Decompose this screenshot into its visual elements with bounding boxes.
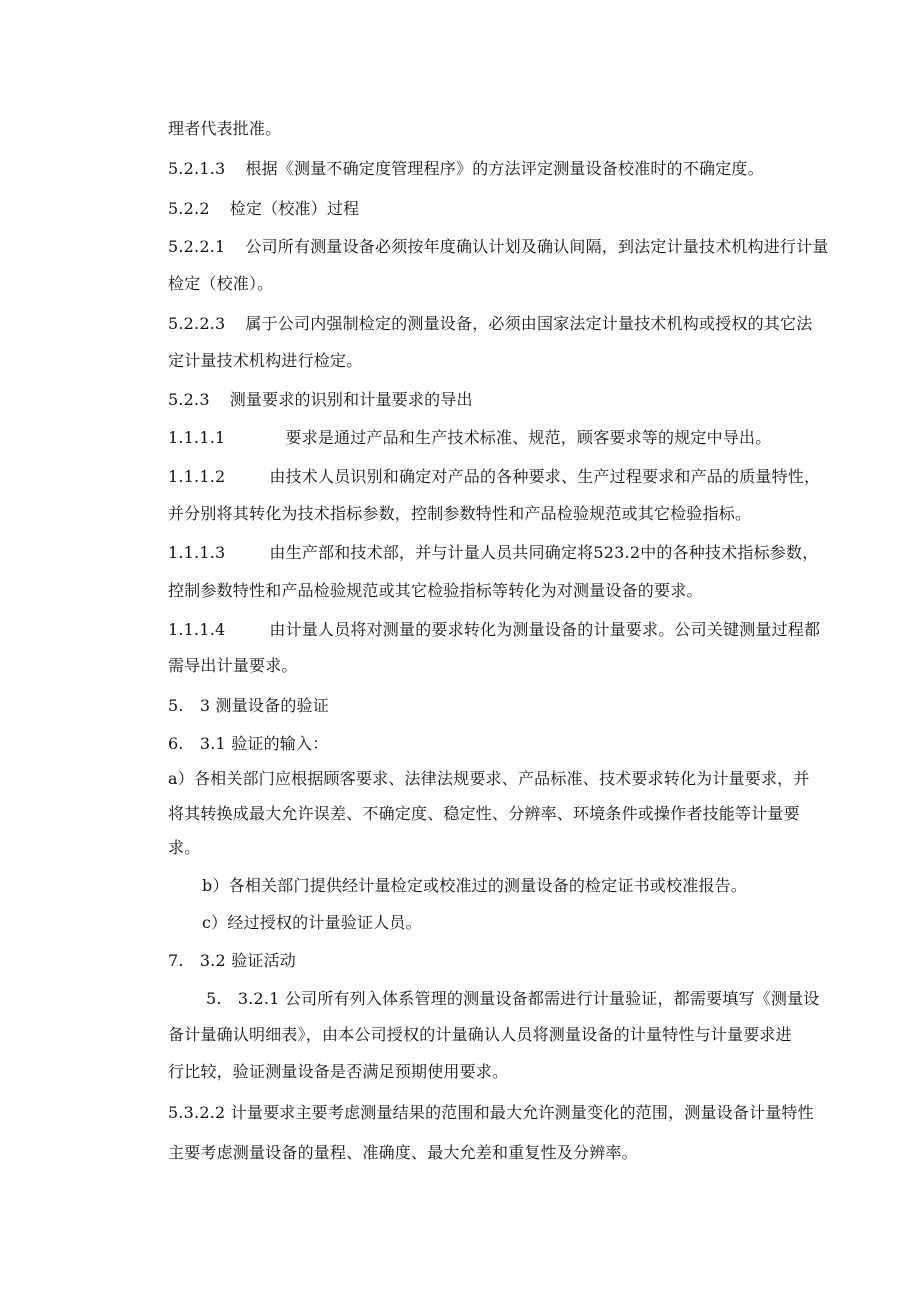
clause-5-2-2-3 — [168, 313, 848, 335]
clause-text: 由计量人员将对测量的要求转化为测量设备的计量要求。公司关键测量过程都 — [269, 620, 821, 639]
clause-text: 要求是通过产品和生产技术标准、规范，顾客要求等的规定中导出。 — [285, 428, 772, 447]
clause-text: 根据《测量不确定度管理程序》的方法评定测量设备校准时的不确定度。 — [245, 159, 764, 178]
clause-1-1-1-4 — [168, 619, 848, 641]
clause-5-2-2-1 — [168, 236, 848, 258]
clause-text: 由技术人员识别和确定对产品的各种要求、生产过程要求和产品的质量特性， — [269, 467, 821, 486]
paragraph-line: 主要考虑测量设备的量程、准确度、最大允差和重复性及分辨率。 — [168, 1143, 638, 1162]
clause-1-1-1-1 — [168, 427, 848, 449]
clause-text: 属于公司内强制检定的测量设备，必须由国家法定计量技术机构或授权的其它法 — [245, 314, 813, 333]
list-item-a: a）各相关部门应根据顾客要求、法律法规要求、产品标准、技术要求转化为计量要求，并 — [168, 769, 810, 788]
clause-5-3-2-1: 5. 3.2.1 公司所有列入体系管理的测量设备都需进行计量验证，都需要填写《测量设 — [206, 989, 820, 1008]
clause-5-2-1-3 — [168, 158, 848, 180]
clause-number: 5.2.2 — [168, 199, 210, 218]
clause-text: 由生产部和技术部，并与计量人员共同确定将523.2中的各种技术指标参数， — [269, 543, 819, 562]
clause-text: 测量要求的识别和计量要求的导出 — [229, 390, 473, 409]
section-heading: 5. 3 测量设备的验证 — [168, 696, 329, 715]
clause-text: 检定（校准）过程 — [229, 199, 360, 218]
clause-number: 5.2.3 — [168, 390, 210, 409]
paragraph-line: 控制参数特性和产品检验规范或其它检验指标等转化为对测量设备的要求。 — [168, 581, 703, 600]
list-item-c: c）经过授权的计量验证人员。 — [202, 913, 422, 932]
list-item-b: b）各相关部门提供经计量检定或校准过的测量设备的检定证书或校准报告。 — [202, 876, 748, 895]
paragraph-line: 并分别将其转化为技术指标参数，控制参数特性和产品检验规范或其它检验指标。 — [168, 504, 752, 523]
paragraph-line: 求。 — [168, 838, 201, 857]
clause-number: 5.2.2.1 — [168, 237, 226, 256]
clause-5-2-2 — [168, 198, 848, 220]
paragraph-line: 备计量确认明细表》，由本公司授权的计量确认人员将测量设备的计量特性与计量要求进 — [168, 1025, 792, 1044]
section-heading: 6. 3.1 验证的输入： — [168, 734, 329, 753]
section-heading: 7. 3.2 验证活动 — [168, 951, 296, 970]
paragraph-line: 需导出计量要求。 — [168, 656, 298, 675]
paragraph-line: 检定（校准）。 — [168, 274, 274, 293]
clause-number: 1.1.1.1 — [168, 428, 226, 447]
clause-number: 1.1.1.4 — [168, 620, 226, 639]
clause-number: 5.2.2.3 — [168, 314, 226, 333]
clause-number: 1.1.1.3 — [168, 543, 226, 562]
clause-number: 1.1.1.2 — [168, 467, 226, 486]
clause-1-1-1-3 — [168, 542, 848, 564]
paragraph-line: 将其转换成最大允许误差、不确定度、稳定性、分辨率、环境条件或操作者技能等计量要 — [168, 804, 800, 823]
clause-1-1-1-2 — [168, 466, 848, 488]
paragraph-line: 行比较，验证测量设备是否满足预期使用要求。 — [168, 1062, 509, 1081]
paragraph-line: 理者代表批准。 — [168, 119, 282, 138]
clause-5-2-3 — [168, 389, 848, 411]
paragraph-line: 定计量技术机构进行检定。 — [168, 351, 363, 370]
clause-text: 公司所有测量设备必须按年度确认计划及确认间隔，到法定计量技术机构进行计量 — [245, 237, 829, 256]
clause-5-3-2-2: 5.3.2.2 计量要求主要考虑测量结果的范围和最大允许测量变化的范围，测量设备计量特性 — [168, 1103, 814, 1122]
clause-number: 5.2.1.3 — [168, 159, 226, 178]
